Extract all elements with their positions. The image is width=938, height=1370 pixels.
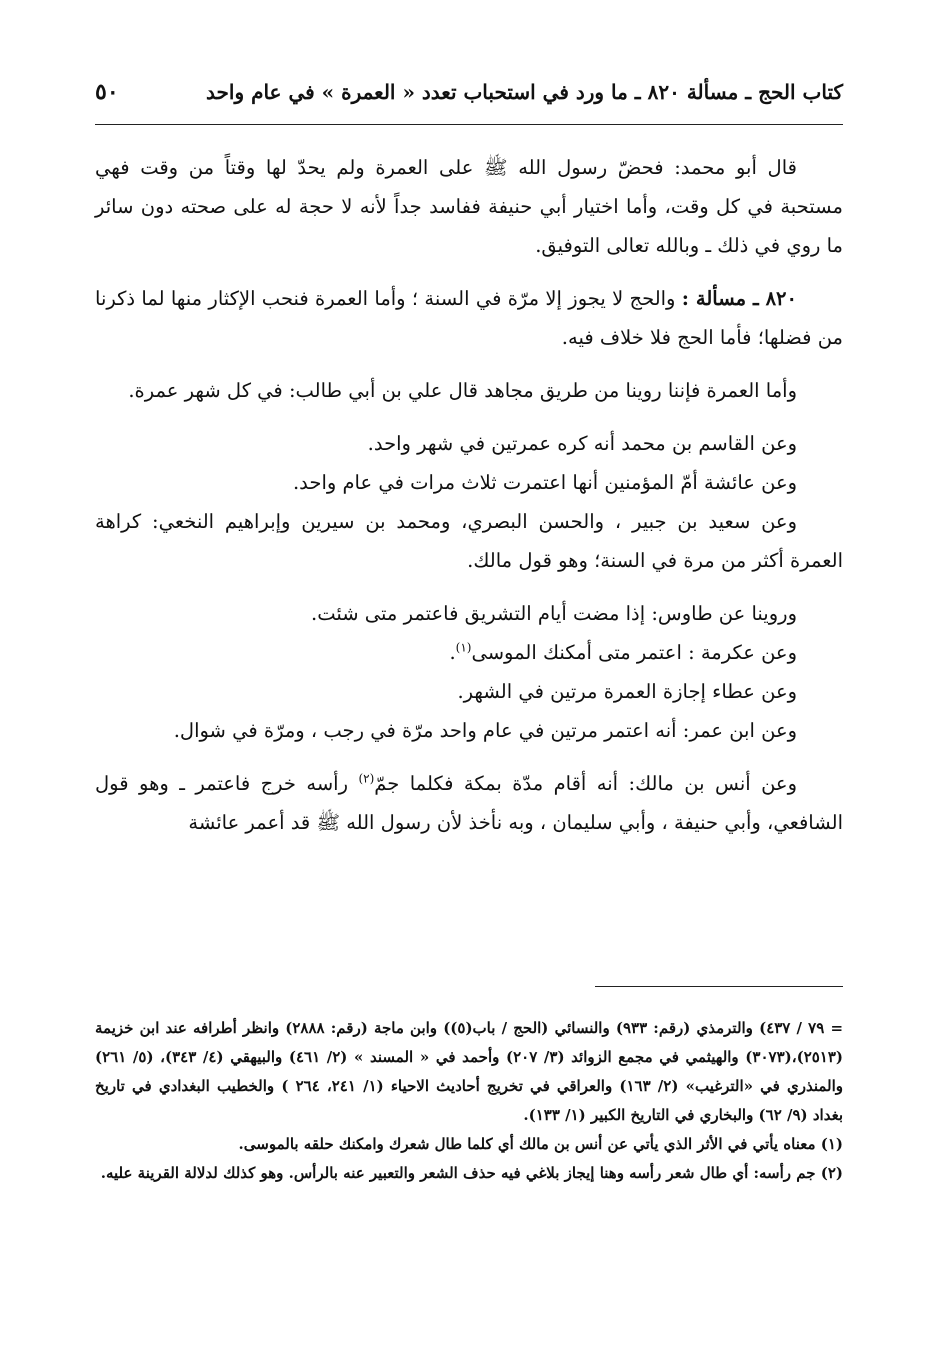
page-number: ٥٠ xyxy=(95,79,119,105)
paragraph-qasim: وعن القاسم بن محمد أنه كره عمرتين في شهر واحد. xyxy=(367,432,797,455)
ikrimah-text: وعن عكرمة : اعتمر متى أمكنك الموسى xyxy=(471,641,797,664)
footnote-continuation: = ٧٩ / ٤٣٧) والترمذي (رقم: ٩٣٣) والنسائي (الحج / باب(٥)) وابن ماجة (رقم: ٢٨٨٨) وانظر أطرافه عند ابن خزيمة (٢٥١٣)،(٣٠٧٣) والهيثمي في مجمع الزوائد (٣/ ٢٠٧) وأحمد في « المسند » (٢/ ٤٦١) والبيهقي (٤/ ٣٤٣)، (٥/ ٢٦١) والمنذري في «الترغيب» (٢/ ١٦٣) والعراقي في تخريج أحاديث الاحياء (١/ ٢٤١، ٢٦٤ ) والخطيب البغدادي في تاريخ بغداد (٩/ ٦٢) والبخاري في التاريخ الكبير (١/ ١٣٣). xyxy=(95,1019,844,1124)
footnotes xyxy=(95,1014,843,1188)
issue-heading: ٨٢٠ ـ مسألة : xyxy=(681,287,797,310)
paragraph-conclusion: قال أبو محمد: فحضّ رسول الله ﷺ على العمرة ولم يحدّ لها وقتاً من وقت فهي مستحبة في كل وقت، وأما اختيار أبي حنيفة ففاسد جداً لأنه لا حجة له على صحته دون سائر ما روي في ذلك ـ وبالله تعالى التوفيق. xyxy=(95,156,843,257)
paragraph-ali-narration: وأما العمرة فإننا روينا من طريق مجاهد قال علي بن أبي طالب: في كل شهر عمرة. xyxy=(128,379,797,402)
paragraph-aisha: وعن عائشة أمّ المؤمنين أنها اعتمرت ثلاث مرات في عام واحد. xyxy=(292,471,797,494)
paragraph-ata: وعن عطاء إجازة العمرة مرتين في الشهر. xyxy=(457,680,797,703)
paragraph-ikrimah xyxy=(95,633,843,672)
main-text xyxy=(95,148,843,842)
header-divider xyxy=(95,124,843,125)
paragraph-said-ibn-jubayr: وعن سعيد بن جبير ، والحسن البصري، ومحمد بن سيرين وإبراهيم النخعي: كراهة العمرة أكثر من مرة في السنة؛ وهو قول مالك. xyxy=(95,510,843,572)
paragraph-issue-820 xyxy=(95,279,843,357)
page-header xyxy=(95,72,843,112)
paragraph-ibn-umar: وعن ابن عمر: أنه اعتمر مرتين في عام واحد مرّة في رجب ، ومرّة في شوال. xyxy=(173,719,797,742)
footnote-1: (١) معناه يأتي في الأثر الذي يأتي عن أنس بن مالك أي كلما طال شعرك وامكنك حلقه بالموسى. xyxy=(238,1135,843,1153)
footnote-ref-1: (١) xyxy=(455,640,472,655)
footnote-divider xyxy=(595,986,843,987)
running-title: كتاب الحج ـ مسألة ٨٢٠ ـ ما ورد في استحباب تعدد « العمرة » في عام واحد xyxy=(206,80,843,104)
paragraph-anas xyxy=(95,764,843,842)
issue-text: والحج لا يجوز إلا مرّة في السنة ؛ وأما العمرة فنحب الإكثار منها لما ذكرنا من فضلها؛ فأما الحج فلا خلاف فيه. xyxy=(95,287,843,349)
book-page xyxy=(95,0,843,1370)
ikrimah-end: . xyxy=(449,641,456,664)
anas-text-b: رأسه خرج فاعتمر ـ وهو قول الشافعي، وأبي حنيفة ، وأبي سليمان ، وبه نأخذ لأن رسول الله ﷺ قد أعمر عائشة xyxy=(95,772,843,834)
anas-text-a: وعن أنس بن مالك: أنه أقام مدّة بمكة فكلما جمّ xyxy=(374,772,797,795)
paragraph-tawus: وروينا عن طاوس: إذا مضت أيام التشريق فاعتمر متى شئت. xyxy=(311,602,797,625)
footnote-2: (٢) جم رأسه: أي طال شعر رأسه وهنا إيجاز بلاغي فيه حذف الشعر والتعبير عنه بالرأس. وهو كذلك لدلالة القرينة عليه. xyxy=(100,1164,843,1182)
footnote-ref-2: (٢) xyxy=(358,771,375,786)
